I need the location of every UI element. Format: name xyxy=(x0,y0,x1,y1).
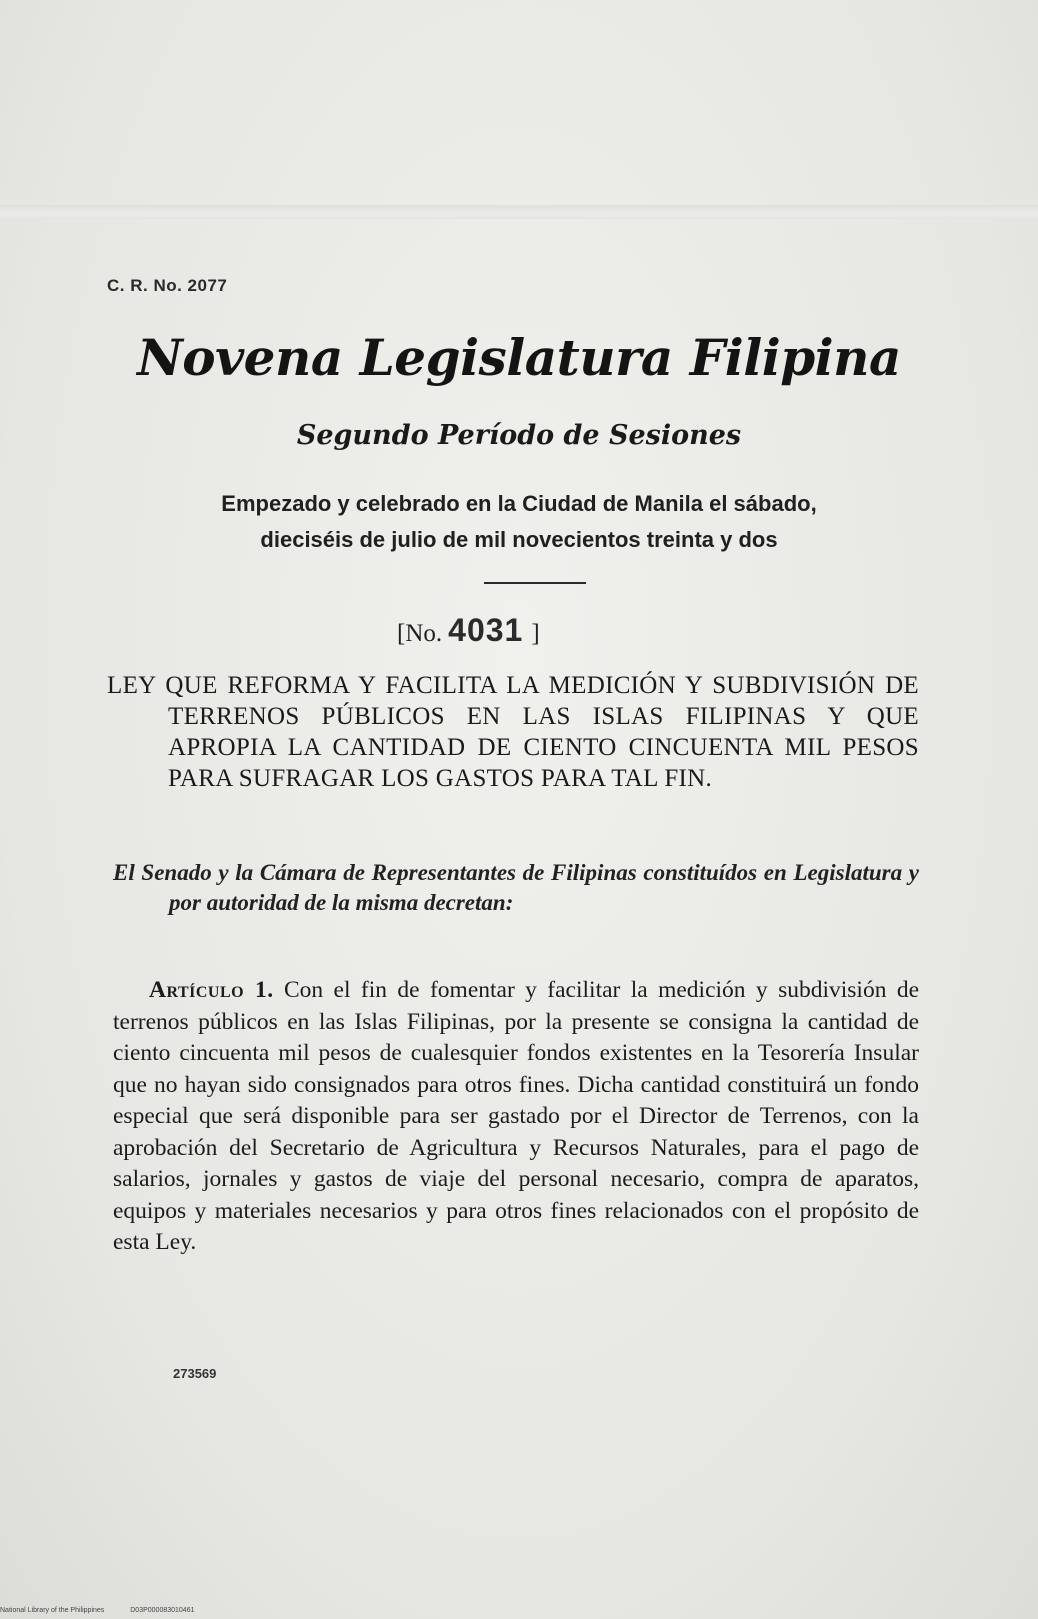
opening-line-1: Empezado y celebrado en la Ciudad de Manila el sábado, xyxy=(221,491,817,516)
opening-statement xyxy=(0,486,1038,558)
opening-line-2: dieciséis de julio de mil novecientos treinta y dos xyxy=(260,527,778,552)
footer-id: D03P000083010461 xyxy=(130,1607,195,1614)
legislature-title: Novena Legislatura Filipina xyxy=(137,328,901,387)
article-1 xyxy=(113,975,919,1259)
law-number-suffix: ] xyxy=(531,620,540,647)
divider-rule xyxy=(484,582,586,584)
cr-number: C. R. No. 2077 xyxy=(107,276,228,295)
enacting-clause: El Senado y la Cámara de Representantes de Filipinas constituídos en Legislatura y por autoridad de la misma decretan: xyxy=(113,860,919,915)
print-number: 273569 xyxy=(173,1366,217,1381)
paper-fold xyxy=(0,205,1038,219)
article-1-text: Con el fin de fomentar y facilitar la medición y subdivisión de terrenos públicos en las Islas Filipinas, por la presente se consigna la cantidad de ciento cincuenta mil pesos de cualesquier fondos existentes en la Tesorería Insular que no hayan sido consignados para otros fines. Dicha cantidad constituirá un fondo especial que será disponible para ser gastado por el Director de Terrenos, con la aprobación del Secretario de Agricultura y Recursos Naturales, para el pago de salarios, jornales y gastos de viaje del personal necesario, compra de aparatos, equipos y materiales necesarios y para otros fines relacionados con el propósito de esta Ley. xyxy=(113,977,920,1255)
session-title: Segundo Período de Sesiones xyxy=(296,420,742,451)
footer-library: National Library of the Philippines xyxy=(0,1607,105,1614)
archive-footer xyxy=(0,1607,218,1614)
article-1-label: Artículo 1. xyxy=(149,977,274,1003)
law-number xyxy=(397,612,540,649)
law-number-prefix: [No. xyxy=(397,620,443,647)
law-title: LEY QUE REFORMA Y FACILITA LA MEDICIÓN Y SUBDIVISIÓN DE TERRENOS PÚBLICOS EN LAS ISLAS FILIPINAS Y QUE APROPIA LA CANTIDAD DE CIENTO CINCUENTA MIL PESOS PARA SUFRAGAR LOS GASTOS PARA TAL FIN. xyxy=(107,672,919,792)
law-number-value: 4031 xyxy=(448,612,524,648)
